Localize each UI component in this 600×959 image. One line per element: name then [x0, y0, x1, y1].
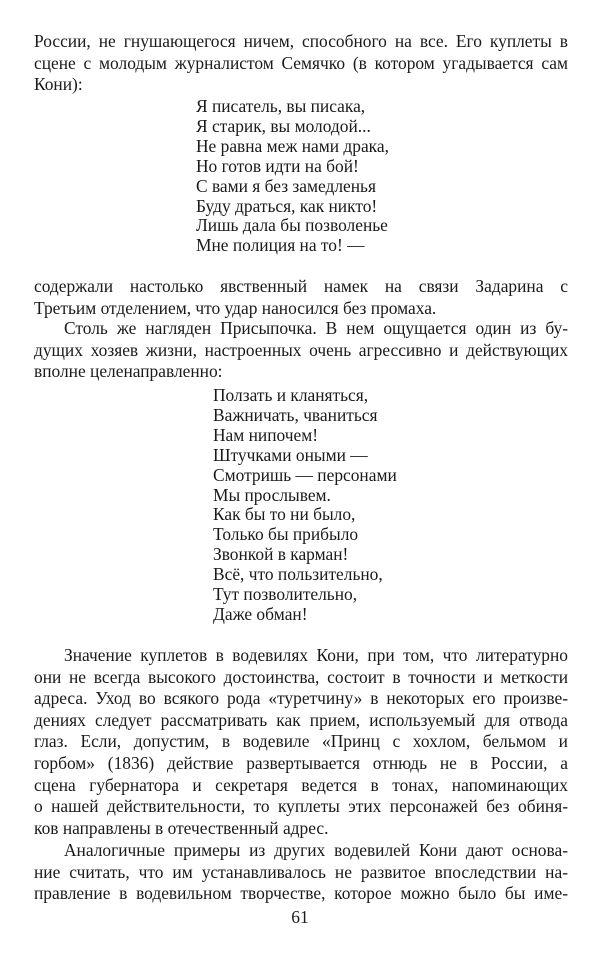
verse-line: Смотришь — персонами: [213, 464, 397, 485]
verse-line: Нам нипочем!: [213, 424, 319, 445]
verse-line: Я писатель, вы писака,: [196, 96, 366, 116]
verse-line: Всё, что пользительно,: [213, 564, 383, 585]
verse-poet: [196, 97, 389, 256]
verse-line: С вами я без замедленья: [196, 175, 376, 196]
verse-line: Мне полиция на то! —: [196, 235, 365, 256]
verse-line: Но готов идти на бой!: [196, 155, 359, 176]
text-line: содержали настолько явственный намек на связи Задарина с: [34, 276, 568, 296]
text-line: ние считать, что им устанавливалось не развитое впоследствии на-: [34, 861, 568, 882]
text-line: дущих хозяев жизни, настроенных очень агрессивно и действующих: [34, 339, 568, 360]
text-line: сцене с молодым журналистом Семячко (в котором угадывается сам: [34, 52, 568, 73]
verse-line: Я старик, вы молодой...: [196, 115, 371, 136]
verse-prisypochka: [213, 386, 397, 625]
text-line: России, не гнушающегося ничем, способного на все. Его куплеты в: [34, 31, 568, 51]
verse-line: Буду драться, как никто!: [196, 195, 378, 216]
text-line: Значение куплетов в водевилях Кони, при том, что литературно: [64, 645, 568, 665]
verse-line: Штучками оными —: [213, 444, 368, 465]
continuation-paragraph: [34, 276, 568, 319]
text-line: Аналогичные примеры из других водевилей Кони дают основа-: [64, 840, 568, 860]
verse-line: Только бы прибыло: [213, 524, 359, 545]
verse-line: Как бы то ни было,: [213, 504, 356, 525]
text-line: Кони):: [34, 74, 83, 95]
text-line: адреса. Уход во всякого рода «туретчину» в некоторых его произве-: [34, 688, 568, 709]
text-line: Столь же нагляден Присыпочка. В нем ощущается один из бу-: [64, 318, 568, 338]
verse-line: Не равна меж нами драка,: [196, 135, 389, 156]
text-line: они не всегда высокого достоинства, состоит в точности и меткости: [34, 666, 568, 687]
verse-line: Лишь дала бы позволенье: [196, 215, 388, 236]
text-line: сцена губернатора и секретаря ведется в тонах, напоминающих: [34, 774, 568, 795]
text-line: о нашей действительности, то куплеты этих персонажей без обиня-: [34, 796, 568, 817]
text-line: глаз. Если, допустим, в водевиле «Принц с хохлом, бельмом и: [34, 731, 568, 752]
text-line: дениях следует рассматривать как прием, используемый для отвода: [34, 709, 568, 730]
verse-line: Ползать и кланяться,: [213, 385, 369, 405]
text-line: Третьим отделением, что удар наносился без промаха.: [34, 297, 437, 318]
verse-line: Важничать, чваниться: [213, 404, 378, 425]
significance-paragraph: [34, 645, 568, 839]
page-number: 61: [291, 907, 309, 927]
verse-line: Мы прослывем.: [213, 484, 331, 505]
verse-line: Тут позволительно,: [213, 584, 358, 605]
prisypochka-paragraph: [34, 318, 568, 383]
text-line: ков направлены в отечественный адрес.: [34, 817, 329, 838]
text-line: правление в водевильном творчестве, которое можно было бы име-: [34, 883, 568, 904]
text-line: горбом» (1836) действие развертывается отнюдь не в России, а: [34, 752, 568, 773]
verse-line: Звонкой в карман!: [213, 544, 349, 565]
analogous-paragraph: [34, 840, 568, 905]
intro-paragraph: [34, 31, 568, 96]
verse-line: Даже обман!: [213, 603, 308, 624]
text-line: вполне целенаправленно:: [34, 361, 223, 382]
